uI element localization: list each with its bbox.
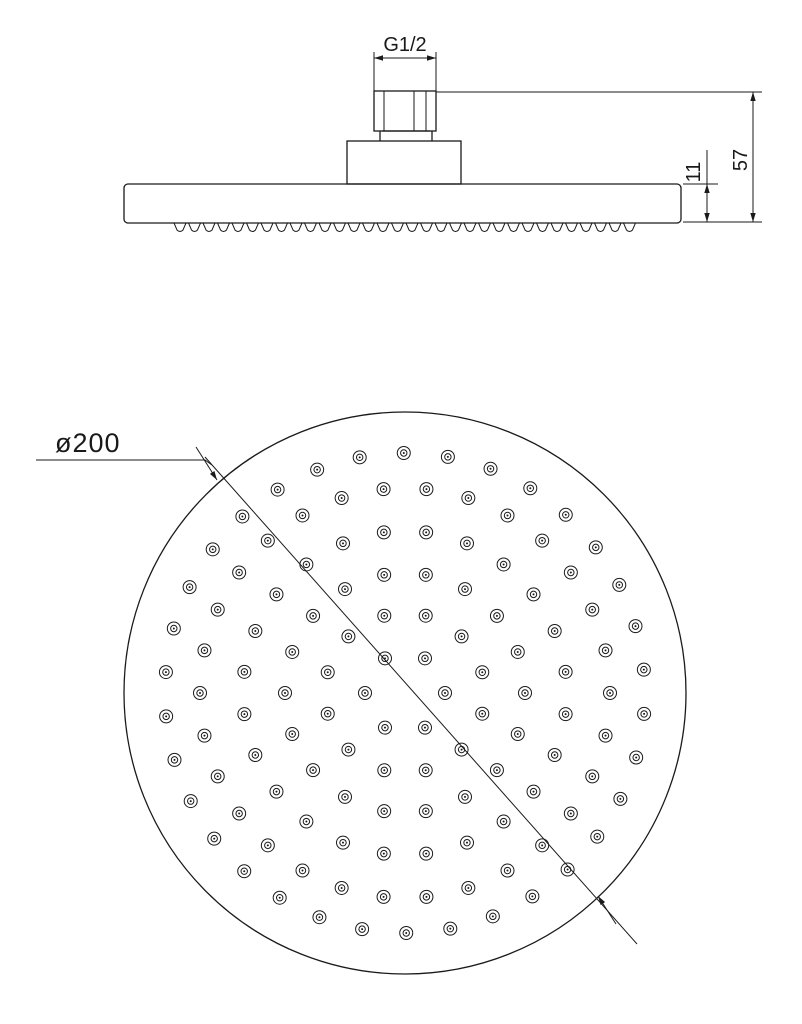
nozzle-hole xyxy=(524,482,537,495)
nozzle-hole xyxy=(536,839,549,852)
nozzle-hole xyxy=(476,707,489,720)
nozzle-nub xyxy=(290,223,302,232)
nozzle-nub xyxy=(189,223,201,232)
plate-height-dimension xyxy=(683,150,718,222)
nozzle-hole xyxy=(490,609,503,622)
nozzle-hole xyxy=(511,645,524,658)
nozzle-nub xyxy=(537,223,549,232)
nozzle-hole xyxy=(233,566,246,579)
nozzle-hole xyxy=(511,728,524,741)
nozzle-hole xyxy=(296,864,309,877)
nozzle-hole xyxy=(561,863,574,876)
nozzle-hole xyxy=(378,568,391,581)
nozzle-hole xyxy=(378,609,391,622)
nozzle-hole xyxy=(339,790,352,803)
nozzle-hole xyxy=(238,708,251,721)
nozzle-hole xyxy=(419,568,432,581)
nozzle-hole xyxy=(460,836,473,849)
nozzle-hole xyxy=(168,753,181,766)
nozzle-hole xyxy=(184,795,197,808)
nozzle-hole xyxy=(613,578,626,591)
thread-dimension xyxy=(374,34,436,91)
nozzle-hole xyxy=(198,729,211,742)
shower-face-outline xyxy=(124,412,686,974)
nozzle-nub xyxy=(580,223,592,232)
nozzle-hole xyxy=(377,483,390,496)
nozzle-hole xyxy=(527,588,540,601)
nozzle-hole xyxy=(459,790,472,803)
plate-height-label: 11 xyxy=(683,161,705,183)
nozzle-hole xyxy=(198,644,211,657)
nozzle-nub xyxy=(479,223,491,232)
connector-nut xyxy=(374,91,436,141)
nozzle-hole xyxy=(484,462,497,475)
nozzle-hole xyxy=(233,807,246,820)
nozzle-nub xyxy=(218,223,230,232)
nozzle-hole xyxy=(211,603,224,616)
nozzle-hole xyxy=(194,687,207,700)
nozzle-hole xyxy=(604,687,617,700)
nozzle-nub xyxy=(435,223,447,232)
shower-plate xyxy=(124,184,681,223)
nozzle-hole xyxy=(206,543,219,556)
nozzle-hole xyxy=(397,447,410,460)
nozzle-nub xyxy=(348,223,360,232)
nozzle-hole xyxy=(335,881,348,894)
nozzle-hole xyxy=(279,687,292,700)
diameter-dimension xyxy=(36,428,637,944)
nozzle-hole xyxy=(420,526,433,539)
nozzle-nub xyxy=(566,223,578,232)
nozzle-hole xyxy=(342,743,355,756)
nozzle-hole xyxy=(564,566,577,579)
nozzle-hole xyxy=(455,743,468,756)
nozzle-hole xyxy=(548,748,561,761)
nozzle-hole xyxy=(249,625,262,638)
nozzle-hole xyxy=(439,687,452,700)
nozzle-hole xyxy=(564,807,577,820)
nozzle-row xyxy=(174,223,636,232)
nozzle-hole xyxy=(353,451,366,464)
nozzle-hole xyxy=(586,770,599,783)
nozzle-nub xyxy=(624,223,636,232)
nozzle-nub xyxy=(276,223,288,232)
top-view xyxy=(36,412,686,974)
total-height-label: 57 xyxy=(730,148,752,172)
nozzle-hole xyxy=(378,764,391,777)
nozzle-hole xyxy=(444,922,457,935)
nozzle-hole xyxy=(286,645,299,658)
nozzle-nub xyxy=(319,223,331,232)
nozzle-hole xyxy=(270,785,283,798)
nozzle-hole xyxy=(630,751,643,764)
nozzle-hole xyxy=(536,534,549,547)
nozzle-hole xyxy=(501,864,514,877)
nozzle-hole xyxy=(238,665,251,678)
nozzle-hole xyxy=(270,588,283,601)
nozzle-hole xyxy=(307,764,320,777)
diameter-label: ø200 xyxy=(55,428,121,458)
nozzle-hole xyxy=(420,483,433,496)
nozzle-hole xyxy=(629,620,642,633)
nozzle-hole xyxy=(311,463,324,476)
nozzle-nub xyxy=(203,223,215,232)
nozzle-hole xyxy=(420,890,433,903)
nozzle-hole xyxy=(591,830,604,843)
nozzle-hole xyxy=(462,881,475,894)
total-height-dimension xyxy=(436,92,762,222)
nozzle-nub xyxy=(261,223,273,232)
nozzle-hole xyxy=(441,450,454,463)
nozzle-hole xyxy=(339,583,352,596)
nozzle-hole xyxy=(377,526,390,539)
nozzle-hole xyxy=(400,926,413,939)
nozzle-hole xyxy=(321,707,334,720)
nozzle-hole xyxy=(460,537,473,550)
nozzle-hole xyxy=(261,534,274,547)
nozzle-hole xyxy=(236,510,249,523)
nozzle-hole xyxy=(519,687,532,700)
nozzle-hole xyxy=(286,728,299,741)
nozzle-hole xyxy=(419,652,432,665)
nozzle-hole xyxy=(589,541,602,554)
nozzle-nub xyxy=(421,223,433,232)
nozzle-hole xyxy=(300,558,313,571)
nozzle-hole xyxy=(476,666,489,679)
nozzle-hole xyxy=(497,815,510,828)
nozzle-hole xyxy=(183,581,196,594)
nozzle-hole xyxy=(486,910,499,923)
nozzle-nub xyxy=(174,223,186,232)
nozzle-nub xyxy=(609,223,621,232)
nozzle-hole xyxy=(378,805,391,818)
nozzle-nub xyxy=(522,223,534,232)
nozzle-hole xyxy=(527,785,540,798)
nozzle-hole xyxy=(377,890,390,903)
nozzle-nub xyxy=(305,223,317,232)
nozzle-hole xyxy=(335,492,348,505)
nozzle-hole xyxy=(419,609,432,622)
nozzle-hole xyxy=(559,665,572,678)
nozzle-hole xyxy=(419,721,432,734)
nozzle-hole xyxy=(614,792,627,805)
nozzle-hole xyxy=(419,764,432,777)
nozzle-hole xyxy=(321,666,334,679)
nozzle-hole xyxy=(296,509,309,522)
nozzle-hole xyxy=(307,609,320,622)
ball-joint xyxy=(347,141,461,184)
nozzle-hole xyxy=(271,483,284,496)
nozzle-hole xyxy=(501,509,514,522)
nozzle-hole xyxy=(586,603,599,616)
nozzle-nub xyxy=(493,223,505,232)
nozzle-hole xyxy=(490,764,503,777)
nozzle-hole xyxy=(526,890,539,903)
nozzle-nub xyxy=(392,223,404,232)
nozzle-hole xyxy=(637,663,650,676)
side-view xyxy=(124,34,762,232)
nozzle-hole xyxy=(419,805,432,818)
nozzle-nub xyxy=(595,223,607,232)
nozzle-nub xyxy=(450,223,462,232)
nozzle-hole xyxy=(313,911,326,924)
nozzle-hole xyxy=(337,537,350,550)
nozzle-nub xyxy=(464,223,476,232)
nozzle-hole xyxy=(273,891,286,904)
nozzle-nub xyxy=(508,223,520,232)
nozzle-hole xyxy=(160,710,173,723)
nozzle-nub xyxy=(232,223,244,232)
nozzle-hole xyxy=(300,815,313,828)
nozzle-hole xyxy=(459,583,472,596)
nozzle-hole xyxy=(356,923,369,936)
nozzle-hole xyxy=(159,666,172,679)
nozzle-nub xyxy=(363,223,375,232)
nozzle-hole xyxy=(208,832,221,845)
nozzle-holes xyxy=(159,447,650,940)
nozzle-hole xyxy=(638,707,651,720)
nozzle-hole xyxy=(559,508,572,521)
nozzle-hole xyxy=(462,492,475,505)
nozzle-hole xyxy=(455,630,468,643)
nozzle-nub xyxy=(377,223,389,232)
nozzle-nub xyxy=(551,223,563,232)
nozzle-hole xyxy=(359,687,372,700)
nozzle-nub xyxy=(334,223,346,232)
nozzle-hole xyxy=(548,625,561,638)
nozzle-hole xyxy=(559,708,572,721)
nozzle-nub xyxy=(247,223,259,232)
nozzle-hole xyxy=(249,748,262,761)
nozzle-hole xyxy=(377,847,390,860)
nozzle-hole xyxy=(238,865,251,878)
nozzle-hole xyxy=(599,729,612,742)
nozzle-hole xyxy=(337,836,350,849)
nozzle-hole xyxy=(379,652,392,665)
nozzle-hole xyxy=(342,630,355,643)
nozzle-hole xyxy=(211,770,224,783)
nozzle-hole xyxy=(167,622,180,635)
nozzle-hole xyxy=(497,558,510,571)
nozzle-hole xyxy=(261,839,274,852)
nozzle-hole xyxy=(379,721,392,734)
nozzle-nub xyxy=(406,223,418,232)
thread-label: G1/2 xyxy=(383,34,427,56)
nozzle-hole xyxy=(599,644,612,657)
nozzle-hole xyxy=(420,847,433,860)
